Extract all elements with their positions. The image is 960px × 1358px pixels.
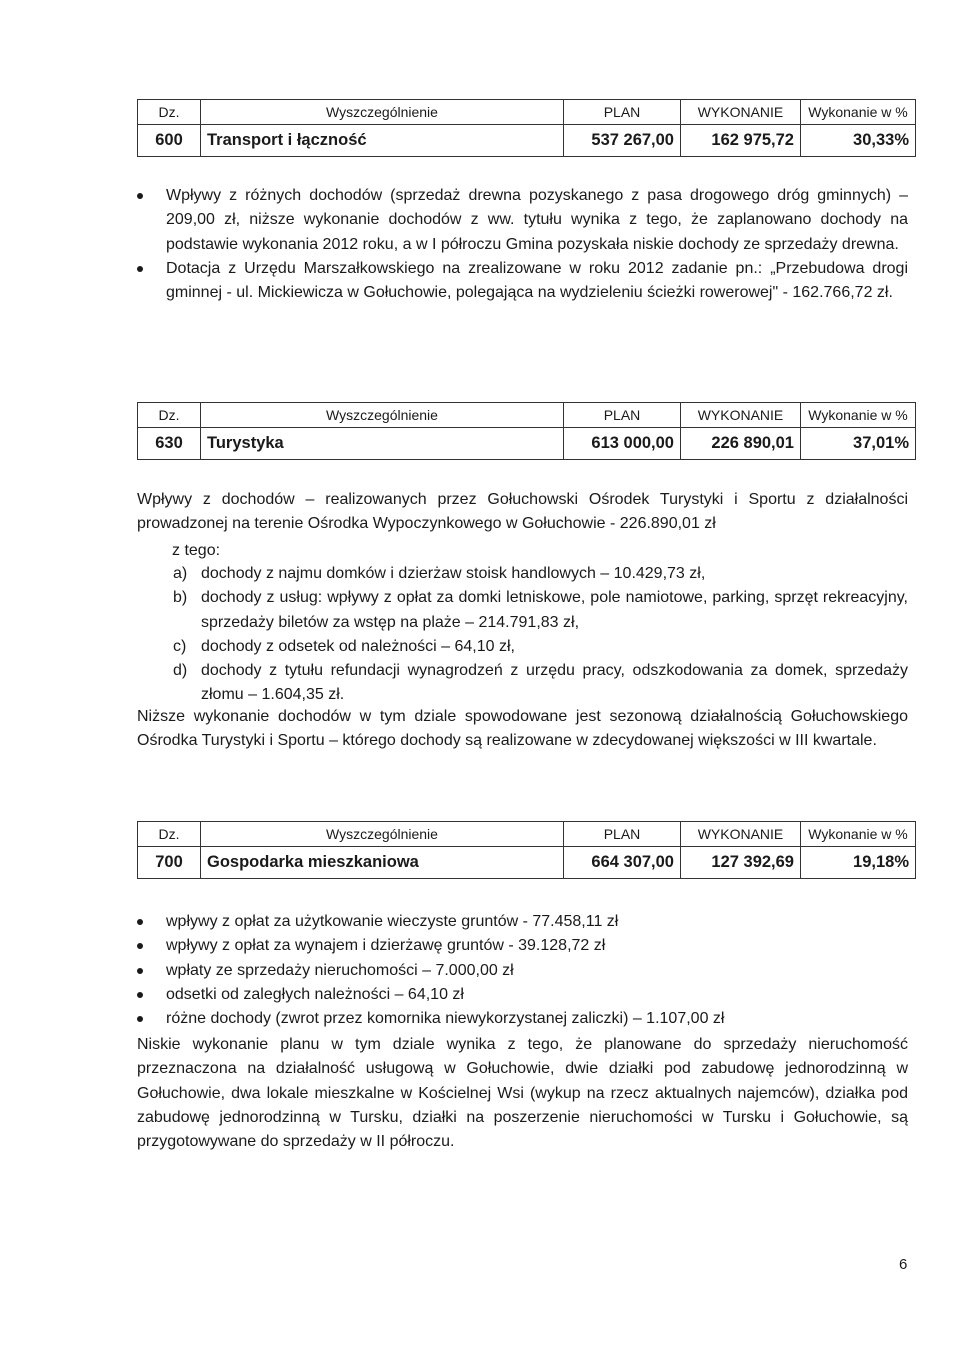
header-exec: WYKONANIE	[681, 403, 801, 428]
housing-bullet-list	[166, 910, 908, 1031]
tourism-closing: Niższe wykonanie dochodów w tym dziale spowodowane jest sezonową działalnością Gołuchowskiego Ośrodka Turystyki i Sportu – którego dochody są realizowane w zdecydowanej większości w III kwartale.	[137, 708, 908, 750]
header-plan: PLAN	[564, 403, 681, 428]
header-name: Wyszczególnienie	[201, 822, 564, 847]
list-item	[173, 562, 908, 586]
item-text: dochody z najmu domków i dzierżaw stoisk handlowych – 10.429,73 zł,	[201, 565, 706, 582]
exec-value: 226 890,01	[681, 428, 801, 460]
list-item	[173, 586, 908, 635]
housing-closing: Niskie wykonanie planu w tym dziale wynika z tego, że planowane do sprzedaży nieruchomość przeznaczona na działalność usługową w Gołuchowie, dwie działki pod zabudowę jednorodzinną w Gołuchowie, dwa lokale mieszkalne w Kościelnej Wsi (wykup na rzecz aktualnych najemców), działka pod zabudowę jednorodzinną w Tursku, działki na poszerzenie nieruchomości w Tursku i Gołuchowie, są przygotowywane do sprzedaży w II półroczu.	[137, 1036, 908, 1151]
item-text: dochody z usług: wpływy z opłat za domki letniskowe, pole namiotowe, parking, sprzęt rekreacyjny, sprzedaży biletów za wstęp na plaże – 214.791,83 zł,	[201, 589, 908, 631]
item-label: c)	[173, 637, 187, 655]
section-number: 630	[138, 428, 201, 460]
list-item	[166, 257, 908, 306]
bullet-icon	[137, 919, 143, 925]
bullet-icon	[137, 943, 143, 949]
header-exec: WYKONANIE	[681, 822, 801, 847]
list-item	[166, 1007, 908, 1031]
plan-value: 537 267,00	[564, 125, 681, 157]
pct-value: 37,01%	[801, 428, 916, 460]
header-name: Wyszczególnienie	[201, 100, 564, 125]
page-number: 6	[899, 1256, 908, 1273]
header-exec: WYKONANIE	[681, 100, 801, 125]
item-label: b)	[173, 589, 188, 607]
exec-value: 162 975,72	[681, 125, 801, 157]
section-name: Turystyka	[201, 428, 564, 460]
list-item	[173, 635, 908, 659]
bullet-icon	[137, 968, 143, 974]
exec-value: 127 392,69	[681, 847, 801, 879]
table-row	[138, 847, 916, 879]
pct-value: 30,33%	[801, 125, 916, 157]
tourism-intro: Wpływy z dochodów – realizowanych przez Gołuchowski Ośrodek Turystyki i Sportu z działalności prowadzonej na terenie Ośrodka Wypoczynkowego w Gołuchowie - 226.890,01 zł	[137, 491, 908, 533]
transport-bullet-list	[166, 184, 908, 305]
tourism-ztego: z tego:	[172, 542, 221, 559]
list-item-text: Dotacja z Urzędu Marszałkowskiego na zrealizowane w roku 2012 zadanie pn.: „Przebudowa drogi gminnej - ul. Mickiewicza w Gołuchowie, polegająca na wydzieleniu ścieżki rowerowej" - 162.766,72 zł.	[166, 259, 908, 302]
item-text: dochody z tytułu refundacji wynagrodzeń z urzędu pracy, odszkodowania za domek, sprzedaży złomu – 1.604,35 zł.	[201, 662, 908, 704]
table-row	[138, 125, 916, 157]
table-header-row	[138, 403, 916, 428]
bullet-icon	[137, 992, 143, 998]
list-item-text: wpłaty ze sprzedaży nieruchomości – 7.000,00 zł	[166, 961, 514, 979]
pct-value: 19,18%	[801, 847, 916, 879]
list-item-text: wpływy z opłat za użytkowanie wieczyste gruntów - 77.458,11 zł	[166, 913, 619, 930]
section-name: Gospodarka mieszkaniowa	[201, 847, 564, 879]
section-number: 600	[138, 125, 201, 157]
list-item	[166, 959, 908, 983]
header-dz: Dz.	[138, 403, 201, 428]
bullet-icon	[137, 1016, 143, 1022]
header-name: Wyszczególnienie	[201, 403, 564, 428]
table-header-row	[138, 100, 916, 125]
section-name: Transport i łączność	[201, 125, 564, 157]
list-item	[166, 910, 908, 934]
budget-table-housing	[137, 821, 916, 879]
budget-table-tourism	[137, 402, 916, 460]
list-item-text: odsetki od zaległych należności – 64,10 zł	[166, 985, 464, 1003]
header-pct: Wykonanie w %	[801, 403, 916, 428]
header-plan: PLAN	[564, 100, 681, 125]
header-pct: Wykonanie w %	[801, 100, 916, 125]
list-item-text: wpływy z opłat za wynajem i dzierżawę gruntów - 39.128,72 zł	[166, 937, 606, 955]
header-dz: Dz.	[138, 100, 201, 125]
list-item	[166, 934, 908, 958]
section-number: 700	[138, 847, 201, 879]
list-item-text: różne dochody (zwrot przez komornika niewykorzystanej zaliczki) – 1.107,00 zł	[166, 1010, 725, 1028]
header-pct: Wykonanie w %	[801, 822, 916, 847]
table-row	[138, 428, 916, 460]
header-dz: Dz.	[138, 822, 201, 847]
item-text: dochody z odsetek od należności – 64,10 zł,	[201, 637, 515, 655]
budget-table-transport	[137, 99, 916, 157]
plan-value: 613 000,00	[564, 428, 681, 460]
item-label: d)	[173, 662, 188, 680]
list-item	[166, 983, 908, 1007]
list-item-text: Wpływy z różnych dochodów (sprzedaż drewna pozyskanego z pasa drogowego dróg gminnych) – 209,00 zł, niższe wykonanie dochodów z ww. tytułu wynika z tego, że zaplanowano dochody na podstawie wykonania 2012 roku, a w I półroczu Gmina pozyskała niskie dochody ze sprzedaży drewna.	[166, 187, 908, 253]
bullet-icon	[137, 266, 143, 272]
table-header-row	[138, 822, 916, 847]
item-label: a)	[173, 565, 188, 582]
bullet-icon	[137, 193, 143, 199]
list-item	[173, 659, 908, 708]
plan-value: 664 307,00	[564, 847, 681, 879]
header-plan: PLAN	[564, 822, 681, 847]
tourism-sub-list	[173, 562, 908, 708]
list-item	[166, 184, 908, 257]
